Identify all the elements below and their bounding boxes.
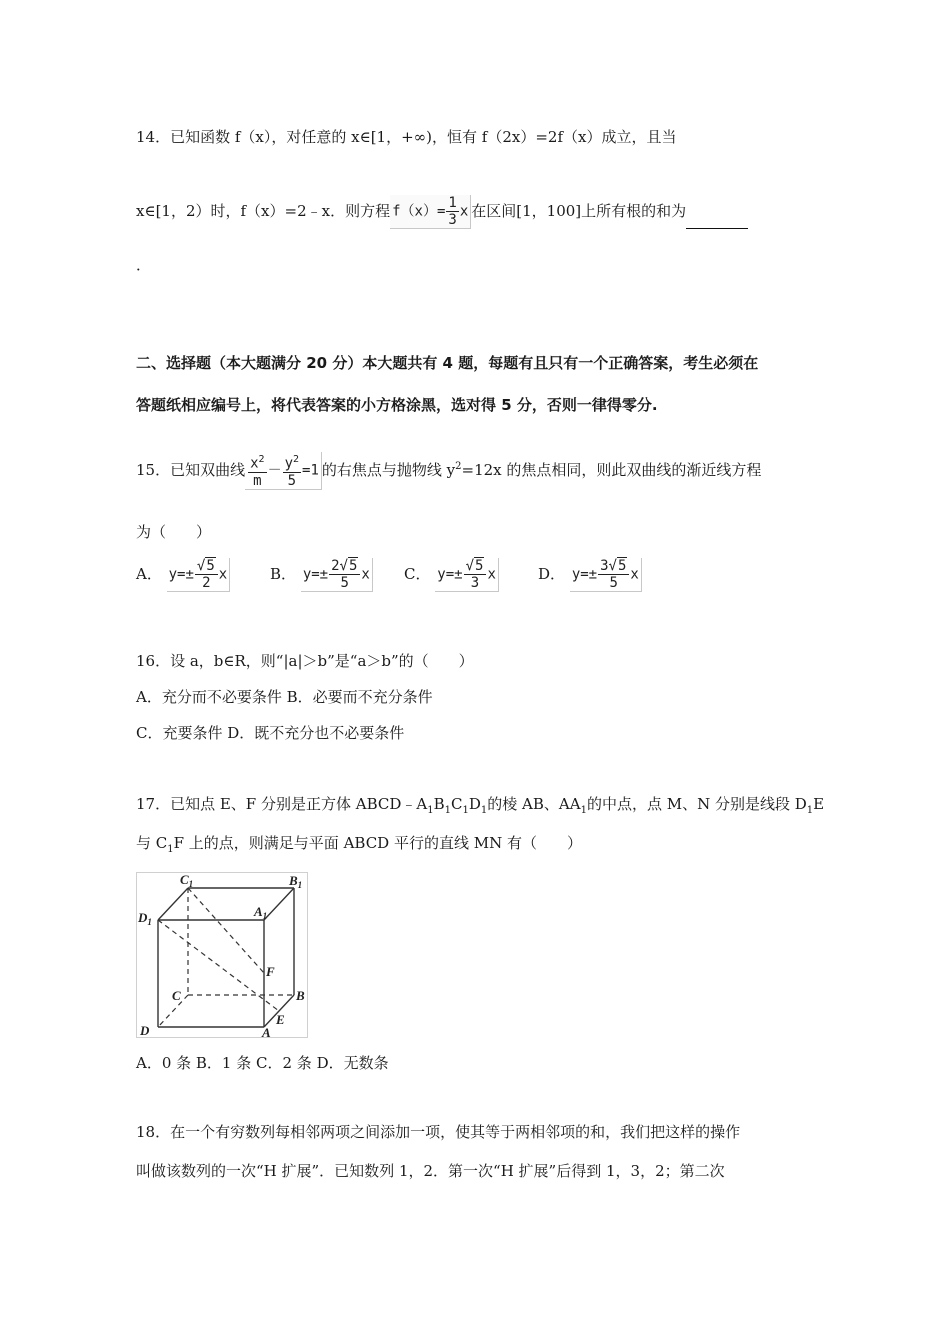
q15-option-d[interactable]: D． y=± $\frac{3√5}{5}$ x <box>538 558 642 592</box>
q14-line2 <box>136 195 748 229</box>
label-d1: $D_1$ <box>138 910 152 927</box>
q14-line1: 14．已知函数 f（x），对任意的 x∈[1，+∞)，恒有 f（2x）=2f（x）成立，且当 <box>136 128 677 146</box>
section2-line2: 答题纸相应编号上，将代表答案的小方格涂黑，选对得 5 分，否则一律得零分. <box>136 396 658 414</box>
section2-line1: 二、选择题（本大题满分 20 分）本大题共有 4 题，每题有且只有一个正确答案，考生必须在 <box>136 354 759 372</box>
label-c1: $C_1$ <box>180 872 194 889</box>
q15-option-a[interactable]: A． y=± $\frac{√5}{2}$ x <box>136 558 230 592</box>
q15-option-c[interactable]: C． y=± $\frac{√5}{3}$ x <box>404 558 499 592</box>
label-b1: $B_1$ <box>289 873 303 890</box>
q14-line3: ． <box>136 256 152 274</box>
q17-answers: A．0 条 B．1 条 C．2 条 D．无数条 <box>136 1054 389 1072</box>
q15-option-b[interactable]: B． y=± $\frac{2√5}{5}$ x <box>270 558 373 592</box>
q16-line3: C．充要条件 D．既不充分也不必要条件 <box>136 724 405 742</box>
q17-line2: 与 $C_1F$ 上的点，则满足与平面 ABCD 平行的直线 MN 有（ ） <box>136 834 582 855</box>
q15-option-a-formula: y=± $\frac{√5}{2}$ x <box>167 558 231 592</box>
label-f: F <box>266 964 275 979</box>
label-a1: $A_1$ <box>254 904 268 921</box>
label-c: C <box>172 988 181 1003</box>
q15-option-b-formula: y=± $\frac{2√5}{5}$ x <box>301 558 373 592</box>
q15-line1: 15．已知双曲线 $\frac{x^2}{m}$ － $\frac{y^2}{5}$ =1 的右焦点与抛物线 $y^2=12x$ 的焦点相同，则此双曲线的渐近线方程 <box>136 454 762 489</box>
q18-line2: 叫做该数列的一次“H 扩展”．已知数列 1，2．第一次“H 扩展”后得到 1，3，2；第二次 <box>136 1162 725 1180</box>
q16-line1: 16．设 a，b∈R，则“|a|＞b”是“a＞b”的（ ） <box>136 652 474 670</box>
q15-option-d-formula: y=± $\frac{3√5}{5}$ x <box>570 558 642 592</box>
label-d: D <box>140 1023 150 1038</box>
label-e: E <box>276 1012 285 1027</box>
q14-line2-pre: x∈[1，2）时，f（x）=2﹣x．则方程 <box>136 202 391 220</box>
q14-line2-post: 在区间[1，100]上所有根的和为 <box>471 202 687 220</box>
q16-line2: A．充分而不必要条件 B．必要而不充分条件 <box>136 688 433 706</box>
label-b: B <box>296 988 305 1003</box>
cube-figure <box>136 872 308 1038</box>
answer-blank[interactable] <box>686 214 748 229</box>
label-a: A <box>262 1025 271 1038</box>
q14-equation: f（x）= $\frac{1}{3}$ x <box>390 195 471 229</box>
q18-line1: 18．在一个有穷数列每相邻两项之间添加一项，使其等于两相邻项的和，我们把这样的操作 <box>136 1123 741 1141</box>
q17-line1: 17．已知点 E、F 分别是正方体 $ABCD﹣A_1B_1C_1D_1$的棱 AB、$AA_1$的中点，点 M、N 分别是线段 $D_1E$ <box>136 795 825 816</box>
q15-line2: 为（ ） <box>136 523 212 541</box>
q15-option-c-formula: y=± $\frac{√5}{3}$ x <box>435 558 499 592</box>
q15-hyperbola-equation: $\frac{x^2}{m}$ － $\frac{y^2}{5}$ =1 <box>245 452 322 490</box>
